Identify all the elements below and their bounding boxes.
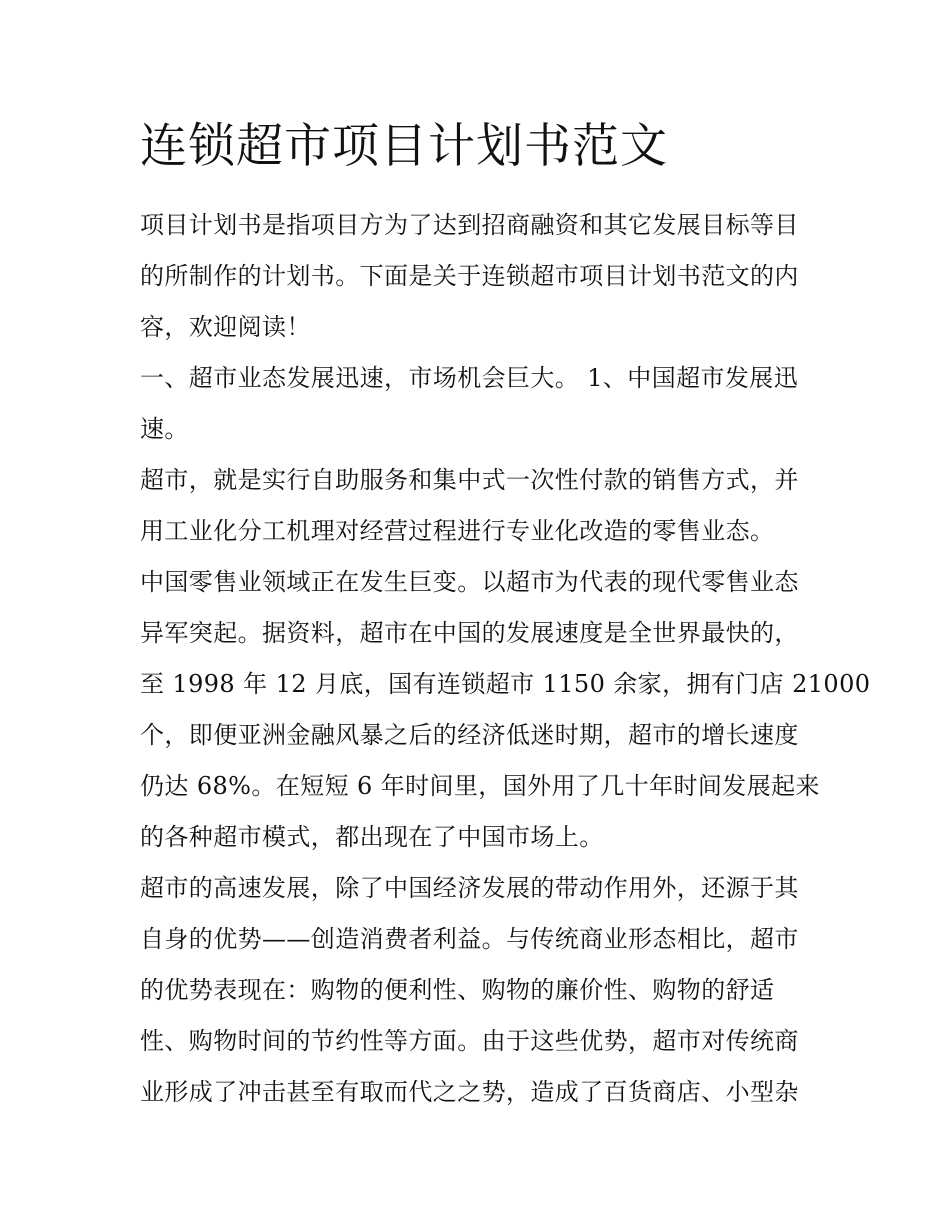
text-line: 用工业化分工机理对经营过程进行专业化改造的零售业态。 — [140, 517, 775, 545]
paragraph-definition — [140, 455, 812, 557]
text-line: 异军突起。据资料，超市在中国的发展速度是全世界最快的， — [140, 619, 799, 647]
text-line: 超市，就是实行自助服务和集中式一次性付款的销售方式，并 — [140, 466, 799, 494]
document-page — [140, 112, 871, 1118]
text-line: 的所制作的计划书。下面是关于连锁超市项目计划书范文的内 — [140, 262, 799, 290]
text-line: 的优势表现在：购物的便利性、购物的廉价性、购物的舒适 — [140, 976, 775, 1004]
text-line: 个，即便亚洲金融风暴之后的经济低迷时期，超市的增长速度 — [140, 721, 799, 749]
paragraph-development — [140, 557, 871, 863]
text-line: 项目计划书是指项目方为了达到招商融资和其它发展目标等目 — [140, 211, 799, 239]
text-line: 自身的优势——创造消费者利益。与传统商业形态相比，超市 — [140, 925, 799, 953]
text-line: 业形成了冲击甚至有取而代之之势，造成了百货商店、小型杂 — [140, 1078, 799, 1106]
text-line: 的各种超市模式，都出现在了中国市场上。 — [140, 823, 604, 851]
text-line: 仍达 68%。在短短 6 年时间里，国外用了几十年时间发展起来 — [140, 772, 820, 800]
text-line: 一、超市业态发展迅速，市场机会巨大。 1、中国超市发展迅 — [140, 364, 799, 392]
document-title: 连锁超市项目计划书范文 — [140, 119, 668, 174]
text-line: 容，欢迎阅读！ — [140, 313, 311, 341]
paragraph-section-heading — [140, 353, 812, 455]
text-line: 至 1998 年 12 月底，国有连锁超市 1150 余家，拥有门店 21000 — [140, 670, 871, 698]
text-line: 中国零售业领域正在发生巨变。以超市为代表的现代零售业态 — [140, 568, 799, 596]
text-line: 速。 — [140, 415, 189, 443]
text-line: 超市的高速发展，除了中国经济发展的带动作用外，还源于其 — [140, 874, 799, 902]
paragraph-advantages — [140, 863, 812, 1118]
text-line: 性、购物时间的节约性等方面。由于这些优势，超市对传统商 — [140, 1027, 799, 1055]
paragraph-intro — [140, 200, 812, 353]
